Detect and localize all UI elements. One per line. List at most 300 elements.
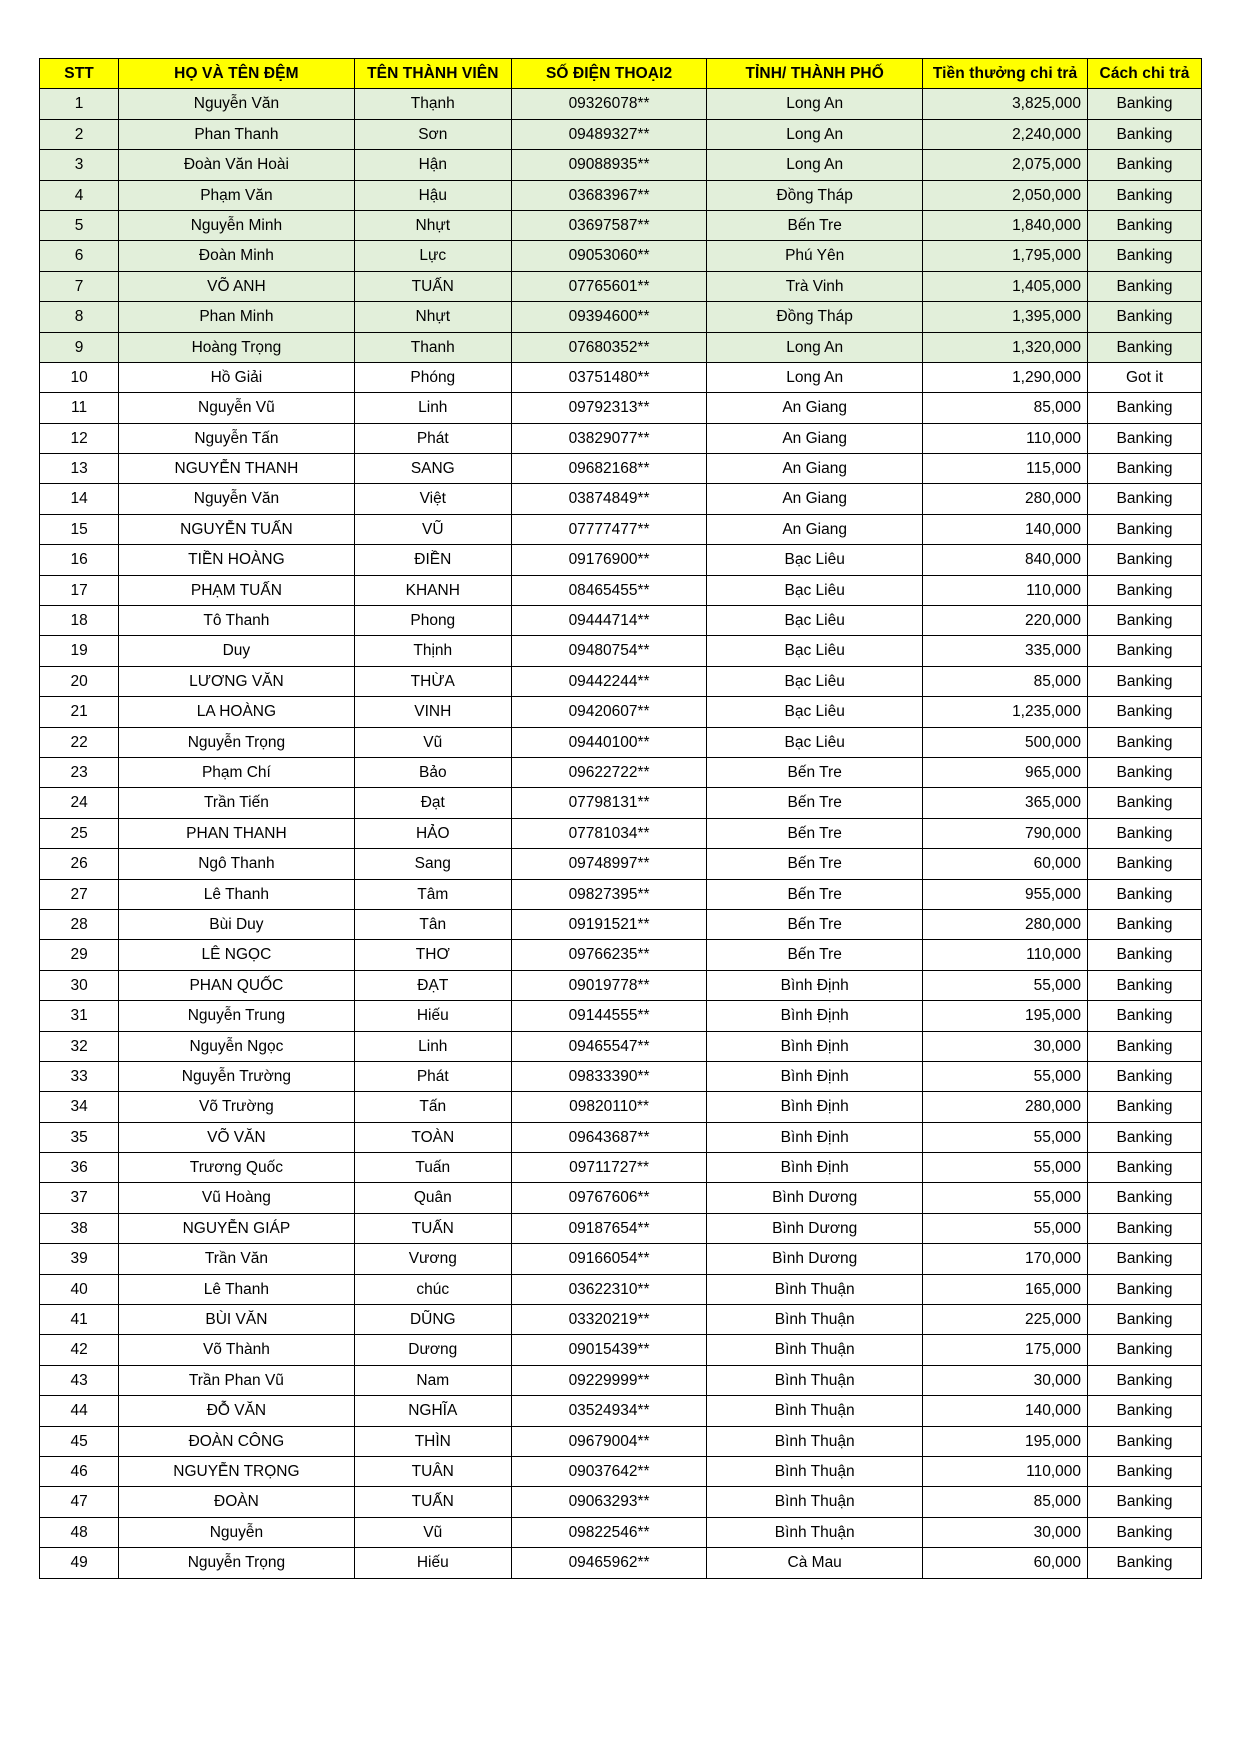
cell-tien-thuong: 165,000	[923, 1274, 1088, 1304]
cell-ho-va-ten-dem: Phan Thanh	[119, 119, 354, 149]
table-row	[40, 1031, 1202, 1061]
cell-cach-chi-tra: Banking	[1088, 1456, 1202, 1486]
table-row	[40, 575, 1202, 605]
cell-tinh-thanh-pho: Bến Tre	[707, 940, 923, 970]
cell-ten-thanh-vien: THỪA	[354, 666, 511, 696]
cell-ho-va-ten-dem: Trần Phan Vũ	[119, 1365, 354, 1395]
cell-so-dien-thoai: 09191521**	[511, 909, 706, 939]
cell-tien-thuong: 500,000	[923, 727, 1088, 757]
table-row	[40, 362, 1202, 392]
cell-ho-va-ten-dem: Đoàn Văn Hoài	[119, 150, 354, 180]
cell-so-dien-thoai: 07680352**	[511, 332, 706, 362]
cell-tien-thuong: 110,000	[923, 940, 1088, 970]
table-row	[40, 89, 1202, 119]
cell-ten-thanh-vien: KHANH	[354, 575, 511, 605]
table-row	[40, 940, 1202, 970]
cell-cach-chi-tra: Banking	[1088, 302, 1202, 332]
cell-tinh-thanh-pho: Bình Thuận	[707, 1426, 923, 1456]
cell-tien-thuong: 195,000	[923, 1001, 1088, 1031]
cell-cach-chi-tra: Banking	[1088, 423, 1202, 453]
cell-ho-va-ten-dem: LA HOÀNG	[119, 697, 354, 727]
cell-ho-va-ten-dem: Nguyễn Vũ	[119, 393, 354, 423]
cell-tien-thuong: 85,000	[923, 666, 1088, 696]
table-row	[40, 818, 1202, 848]
cell-stt: 41	[40, 1305, 119, 1335]
cell-cach-chi-tra: Banking	[1088, 1396, 1202, 1426]
cell-cach-chi-tra: Banking	[1088, 606, 1202, 636]
cell-tien-thuong: 140,000	[923, 514, 1088, 544]
cell-tien-thuong: 1,405,000	[923, 271, 1088, 301]
cell-ten-thanh-vien: Tâm	[354, 879, 511, 909]
cell-tinh-thanh-pho: Bạc Liêu	[707, 545, 923, 575]
cell-ho-va-ten-dem: Trần Tiến	[119, 788, 354, 818]
cell-so-dien-thoai: 09465962**	[511, 1548, 706, 1578]
cell-ten-thanh-vien: Dương	[354, 1335, 511, 1365]
table-row	[40, 1335, 1202, 1365]
cell-ho-va-ten-dem: Võ Thành	[119, 1335, 354, 1365]
cell-cach-chi-tra: Banking	[1088, 393, 1202, 423]
cell-ten-thanh-vien: TUÂN	[354, 1456, 511, 1486]
cell-tien-thuong: 115,000	[923, 454, 1088, 484]
cell-ho-va-ten-dem: Nguyễn Trường	[119, 1061, 354, 1091]
table-row	[40, 757, 1202, 787]
cell-so-dien-thoai: 09442244**	[511, 666, 706, 696]
cell-stt: 28	[40, 909, 119, 939]
cell-ten-thanh-vien: Bảo	[354, 757, 511, 787]
cell-ten-thanh-vien: Phát	[354, 423, 511, 453]
cell-tinh-thanh-pho: An Giang	[707, 454, 923, 484]
cell-cach-chi-tra: Banking	[1088, 727, 1202, 757]
cell-ho-va-ten-dem: Nguyễn Minh	[119, 210, 354, 240]
cell-tinh-thanh-pho: Đồng Tháp	[707, 180, 923, 210]
table-row	[40, 1487, 1202, 1517]
cell-so-dien-thoai: 03622310**	[511, 1274, 706, 1304]
cell-tien-thuong: 60,000	[923, 849, 1088, 879]
cell-tien-thuong: 2,050,000	[923, 180, 1088, 210]
cell-ho-va-ten-dem: Ngô Thanh	[119, 849, 354, 879]
cell-ho-va-ten-dem: NGUYỄN TUẤN	[119, 514, 354, 544]
cell-tien-thuong: 2,240,000	[923, 119, 1088, 149]
cell-tinh-thanh-pho: Bạc Liêu	[707, 606, 923, 636]
cell-tinh-thanh-pho: Bình Thuận	[707, 1305, 923, 1335]
cell-ten-thanh-vien: THÌN	[354, 1426, 511, 1456]
cell-stt: 17	[40, 575, 119, 605]
cell-stt: 2	[40, 119, 119, 149]
cell-ho-va-ten-dem: NGUYỄN TRỌNG	[119, 1456, 354, 1486]
cell-ho-va-ten-dem: Phạm Chí	[119, 757, 354, 787]
cell-tinh-thanh-pho: Bến Tre	[707, 757, 923, 787]
cell-stt: 21	[40, 697, 119, 727]
table-row	[40, 241, 1202, 271]
cell-ho-va-ten-dem: Phan Minh	[119, 302, 354, 332]
cell-stt: 42	[40, 1335, 119, 1365]
cell-so-dien-thoai: 03829077**	[511, 423, 706, 453]
table-row	[40, 666, 1202, 696]
cell-ho-va-ten-dem: PHẠM TUẤN	[119, 575, 354, 605]
cell-ten-thanh-vien: Hậu	[354, 180, 511, 210]
cell-tinh-thanh-pho: An Giang	[707, 484, 923, 514]
cell-stt: 34	[40, 1092, 119, 1122]
cell-stt: 16	[40, 545, 119, 575]
cell-stt: 12	[40, 423, 119, 453]
cell-tinh-thanh-pho: An Giang	[707, 423, 923, 453]
cell-cach-chi-tra: Banking	[1088, 757, 1202, 787]
cell-tinh-thanh-pho: Bình Dương	[707, 1183, 923, 1213]
cell-tien-thuong: 55,000	[923, 1153, 1088, 1183]
cell-cach-chi-tra: Banking	[1088, 1061, 1202, 1091]
table-row	[40, 1213, 1202, 1243]
cell-stt: 43	[40, 1365, 119, 1395]
cell-so-dien-thoai: 09480754**	[511, 636, 706, 666]
cell-ho-va-ten-dem: Nguyễn Tấn	[119, 423, 354, 453]
cell-stt: 37	[40, 1183, 119, 1213]
cell-tinh-thanh-pho: Bình Thuận	[707, 1365, 923, 1395]
cell-ten-thanh-vien: Phóng	[354, 362, 511, 392]
cell-stt: 33	[40, 1061, 119, 1091]
table-row	[40, 180, 1202, 210]
table-header	[40, 59, 1202, 89]
cell-cach-chi-tra: Banking	[1088, 940, 1202, 970]
cell-ho-va-ten-dem: Nguyễn Trung	[119, 1001, 354, 1031]
award-list-table	[39, 58, 1202, 1579]
column-header-tien-thuong: Tiền thưởng chi trả	[923, 59, 1088, 89]
column-header-cach-chi-tra: Cách chi trả	[1088, 59, 1202, 89]
table-row	[40, 514, 1202, 544]
cell-tinh-thanh-pho: Bình Thuận	[707, 1274, 923, 1304]
cell-tien-thuong: 225,000	[923, 1305, 1088, 1335]
cell-stt: 15	[40, 514, 119, 544]
cell-tinh-thanh-pho: Bình Định	[707, 1001, 923, 1031]
cell-stt: 32	[40, 1031, 119, 1061]
table-body	[40, 89, 1202, 1578]
cell-ho-va-ten-dem: LÊ NGỌC	[119, 940, 354, 970]
cell-cach-chi-tra: Banking	[1088, 818, 1202, 848]
cell-so-dien-thoai: 09063293**	[511, 1487, 706, 1517]
table-row	[40, 788, 1202, 818]
column-header-ten-thanh-vien: TÊN THÀNH VIÊN	[354, 59, 511, 89]
cell-cach-chi-tra: Banking	[1088, 879, 1202, 909]
cell-stt: 48	[40, 1517, 119, 1547]
cell-tien-thuong: 110,000	[923, 575, 1088, 605]
cell-tinh-thanh-pho: Trà Vinh	[707, 271, 923, 301]
cell-ho-va-ten-dem: PHAN QUỐC	[119, 970, 354, 1000]
cell-so-dien-thoai: 09019778**	[511, 970, 706, 1000]
table-row	[40, 1274, 1202, 1304]
cell-tien-thuong: 1,290,000	[923, 362, 1088, 392]
cell-cach-chi-tra: Banking	[1088, 636, 1202, 666]
cell-so-dien-thoai: 09682168**	[511, 454, 706, 484]
cell-stt: 3	[40, 150, 119, 180]
cell-stt: 26	[40, 849, 119, 879]
table-row	[40, 423, 1202, 453]
cell-cach-chi-tra: Banking	[1088, 1001, 1202, 1031]
cell-stt: 45	[40, 1426, 119, 1456]
cell-cach-chi-tra: Banking	[1088, 119, 1202, 149]
cell-stt: 7	[40, 271, 119, 301]
cell-ten-thanh-vien: Thạnh	[354, 89, 511, 119]
table-row	[40, 454, 1202, 484]
cell-ho-va-ten-dem: VÕ ANH	[119, 271, 354, 301]
cell-ho-va-ten-dem: LƯƠNG VĂN	[119, 666, 354, 696]
cell-ten-thanh-vien: Thịnh	[354, 636, 511, 666]
cell-ho-va-ten-dem: Nguyễn Văn	[119, 89, 354, 119]
cell-tinh-thanh-pho: Bạc Liêu	[707, 636, 923, 666]
cell-cach-chi-tra: Banking	[1088, 454, 1202, 484]
cell-ten-thanh-vien: Đạt	[354, 788, 511, 818]
table-row	[40, 150, 1202, 180]
cell-cach-chi-tra: Banking	[1088, 210, 1202, 240]
cell-so-dien-thoai: 09326078**	[511, 89, 706, 119]
cell-ten-thanh-vien: NGHĨA	[354, 1396, 511, 1426]
cell-ho-va-ten-dem: TIỀN HOÀNG	[119, 545, 354, 575]
cell-ten-thanh-vien: Vương	[354, 1244, 511, 1274]
table-row	[40, 1061, 1202, 1091]
column-header-stt: STT	[40, 59, 119, 89]
cell-ho-va-ten-dem: Hoàng Trọng	[119, 332, 354, 362]
table-row	[40, 271, 1202, 301]
cell-tien-thuong: 840,000	[923, 545, 1088, 575]
cell-ho-va-ten-dem: Duy	[119, 636, 354, 666]
cell-cach-chi-tra: Banking	[1088, 1335, 1202, 1365]
cell-tinh-thanh-pho: Bình Thuận	[707, 1487, 923, 1517]
cell-so-dien-thoai: 09643687**	[511, 1122, 706, 1152]
cell-tien-thuong: 1,235,000	[923, 697, 1088, 727]
table-row	[40, 210, 1202, 240]
cell-tinh-thanh-pho: Bình Định	[707, 1122, 923, 1152]
cell-tien-thuong: 1,840,000	[923, 210, 1088, 240]
cell-tinh-thanh-pho: An Giang	[707, 514, 923, 544]
cell-so-dien-thoai: 09822546**	[511, 1517, 706, 1547]
table-row	[40, 1517, 1202, 1547]
table-row	[40, 697, 1202, 727]
cell-so-dien-thoai: 07798131**	[511, 788, 706, 818]
cell-ho-va-ten-dem: Vũ Hoàng	[119, 1183, 354, 1213]
cell-ten-thanh-vien: ĐẠT	[354, 970, 511, 1000]
cell-cach-chi-tra: Banking	[1088, 1274, 1202, 1304]
cell-tien-thuong: 280,000	[923, 484, 1088, 514]
cell-so-dien-thoai: 09394600**	[511, 302, 706, 332]
cell-tien-thuong: 30,000	[923, 1365, 1088, 1395]
cell-tien-thuong: 365,000	[923, 788, 1088, 818]
cell-ten-thanh-vien: Thanh	[354, 332, 511, 362]
column-header-tinh-thanh-pho: TỈNH/ THÀNH PHỐ	[707, 59, 923, 89]
cell-so-dien-thoai: 09748997**	[511, 849, 706, 879]
cell-stt: 6	[40, 241, 119, 271]
cell-stt: 25	[40, 818, 119, 848]
cell-cach-chi-tra: Banking	[1088, 575, 1202, 605]
cell-so-dien-thoai: 09444714**	[511, 606, 706, 636]
cell-so-dien-thoai: 09144555**	[511, 1001, 706, 1031]
cell-stt: 13	[40, 454, 119, 484]
cell-stt: 39	[40, 1244, 119, 1274]
cell-stt: 11	[40, 393, 119, 423]
cell-tien-thuong: 30,000	[923, 1517, 1088, 1547]
cell-so-dien-thoai: 09037642**	[511, 1456, 706, 1486]
cell-tinh-thanh-pho: Cà Mau	[707, 1548, 923, 1578]
cell-ho-va-ten-dem: Trần Văn	[119, 1244, 354, 1274]
cell-ho-va-ten-dem: Võ Trường	[119, 1092, 354, 1122]
cell-cach-chi-tra: Banking	[1088, 1031, 1202, 1061]
table-header-row	[40, 59, 1202, 89]
cell-ten-thanh-vien: Tân	[354, 909, 511, 939]
cell-tien-thuong: 55,000	[923, 1061, 1088, 1091]
table-row	[40, 119, 1202, 149]
table-row	[40, 302, 1202, 332]
cell-ho-va-ten-dem: Bùi Duy	[119, 909, 354, 939]
cell-so-dien-thoai: 09622722**	[511, 757, 706, 787]
cell-so-dien-thoai: 09489327**	[511, 119, 706, 149]
cell-tinh-thanh-pho: Bình Thuận	[707, 1396, 923, 1426]
cell-ho-va-ten-dem: Tô Thanh	[119, 606, 354, 636]
cell-tien-thuong: 55,000	[923, 1183, 1088, 1213]
table-row	[40, 545, 1202, 575]
cell-ten-thanh-vien: Vũ	[354, 727, 511, 757]
table-row	[40, 332, 1202, 362]
cell-tinh-thanh-pho: Bến Tre	[707, 210, 923, 240]
cell-ho-va-ten-dem: Phạm Văn	[119, 180, 354, 210]
cell-cach-chi-tra: Banking	[1088, 849, 1202, 879]
cell-cach-chi-tra: Banking	[1088, 1548, 1202, 1578]
cell-ten-thanh-vien: TUẤN	[354, 1487, 511, 1517]
cell-tinh-thanh-pho: Bạc Liêu	[707, 727, 923, 757]
cell-so-dien-thoai: 03751480**	[511, 362, 706, 392]
cell-stt: 30	[40, 970, 119, 1000]
cell-tien-thuong: 335,000	[923, 636, 1088, 666]
cell-so-dien-thoai: 09440100**	[511, 727, 706, 757]
cell-tinh-thanh-pho: Bình Định	[707, 970, 923, 1000]
cell-tinh-thanh-pho: Bình Dương	[707, 1213, 923, 1243]
cell-tien-thuong: 280,000	[923, 1092, 1088, 1122]
cell-tien-thuong: 110,000	[923, 1456, 1088, 1486]
cell-tinh-thanh-pho: Bến Tre	[707, 879, 923, 909]
table-row	[40, 1153, 1202, 1183]
cell-stt: 24	[40, 788, 119, 818]
table-row	[40, 1305, 1202, 1335]
cell-so-dien-thoai: 03874849**	[511, 484, 706, 514]
cell-ho-va-ten-dem: Nguyễn Trọng	[119, 1548, 354, 1578]
cell-tinh-thanh-pho: Bến Tre	[707, 909, 923, 939]
cell-tien-thuong: 790,000	[923, 818, 1088, 848]
column-header-ho-va-ten-dem: HỌ VÀ TÊN ĐỆM	[119, 59, 354, 89]
table-row	[40, 1548, 1202, 1578]
table-row	[40, 484, 1202, 514]
cell-tien-thuong: 30,000	[923, 1031, 1088, 1061]
cell-tinh-thanh-pho: An Giang	[707, 393, 923, 423]
cell-tinh-thanh-pho: Bình Định	[707, 1061, 923, 1091]
cell-tinh-thanh-pho: Phú Yên	[707, 241, 923, 271]
cell-tien-thuong: 140,000	[923, 1396, 1088, 1426]
cell-tien-thuong: 965,000	[923, 757, 1088, 787]
cell-stt: 29	[40, 940, 119, 970]
cell-tien-thuong: 55,000	[923, 1213, 1088, 1243]
table-row	[40, 727, 1202, 757]
cell-tien-thuong: 220,000	[923, 606, 1088, 636]
cell-cach-chi-tra: Banking	[1088, 1153, 1202, 1183]
cell-tinh-thanh-pho: Bạc Liêu	[707, 575, 923, 605]
cell-stt: 27	[40, 879, 119, 909]
cell-so-dien-thoai: 09053060**	[511, 241, 706, 271]
cell-tinh-thanh-pho: Long An	[707, 332, 923, 362]
cell-stt: 40	[40, 1274, 119, 1304]
cell-ho-va-ten-dem: ĐOÀN	[119, 1487, 354, 1517]
cell-tinh-thanh-pho: Long An	[707, 89, 923, 119]
cell-tinh-thanh-pho: Bình Thuận	[707, 1517, 923, 1547]
cell-ten-thanh-vien: HẢO	[354, 818, 511, 848]
cell-tinh-thanh-pho: Bình Định	[707, 1092, 923, 1122]
cell-ho-va-ten-dem: Nguyễn Văn	[119, 484, 354, 514]
cell-ten-thanh-vien: TUẤN	[354, 1213, 511, 1243]
cell-so-dien-thoai: 09166054**	[511, 1244, 706, 1274]
cell-ten-thanh-vien: Sang	[354, 849, 511, 879]
cell-stt: 4	[40, 180, 119, 210]
cell-stt: 19	[40, 636, 119, 666]
cell-stt: 31	[40, 1001, 119, 1031]
table-row	[40, 393, 1202, 423]
cell-tinh-thanh-pho: Long An	[707, 119, 923, 149]
table-row	[40, 1001, 1202, 1031]
cell-ho-va-ten-dem: VÕ VĂN	[119, 1122, 354, 1152]
cell-ho-va-ten-dem: NGUYỄN GIÁP	[119, 1213, 354, 1243]
cell-stt: 35	[40, 1122, 119, 1152]
cell-cach-chi-tra: Banking	[1088, 1122, 1202, 1152]
cell-cach-chi-tra: Banking	[1088, 1426, 1202, 1456]
cell-stt: 49	[40, 1548, 119, 1578]
cell-so-dien-thoai: 07765601**	[511, 271, 706, 301]
cell-stt: 10	[40, 362, 119, 392]
table-row	[40, 636, 1202, 666]
cell-tien-thuong: 955,000	[923, 879, 1088, 909]
cell-tinh-thanh-pho: Bạc Liêu	[707, 697, 923, 727]
cell-cach-chi-tra: Banking	[1088, 545, 1202, 575]
cell-so-dien-thoai: 09766235**	[511, 940, 706, 970]
cell-ho-va-ten-dem: ĐOÀN CÔNG	[119, 1426, 354, 1456]
cell-stt: 47	[40, 1487, 119, 1517]
cell-cach-chi-tra: Banking	[1088, 1487, 1202, 1517]
cell-ten-thanh-vien: Hiếu	[354, 1548, 511, 1578]
table-row	[40, 1396, 1202, 1426]
cell-tien-thuong: 85,000	[923, 1487, 1088, 1517]
cell-cach-chi-tra: Banking	[1088, 1213, 1202, 1243]
cell-tinh-thanh-pho: Long An	[707, 150, 923, 180]
cell-ten-thanh-vien: TUẤN	[354, 271, 511, 301]
cell-so-dien-thoai: 09187654**	[511, 1213, 706, 1243]
table-row	[40, 1365, 1202, 1395]
cell-ho-va-ten-dem: Đoàn Minh	[119, 241, 354, 271]
cell-ten-thanh-vien: Tuấn	[354, 1153, 511, 1183]
cell-cach-chi-tra: Banking	[1088, 909, 1202, 939]
cell-cach-chi-tra: Banking	[1088, 1092, 1202, 1122]
cell-so-dien-thoai: 03524934**	[511, 1396, 706, 1426]
cell-tien-thuong: 170,000	[923, 1244, 1088, 1274]
cell-stt: 1	[40, 89, 119, 119]
column-header-so-dien-thoai: SỐ ĐIỆN THOẠI2	[511, 59, 706, 89]
cell-ten-thanh-vien: SANG	[354, 454, 511, 484]
cell-cach-chi-tra: Banking	[1088, 788, 1202, 818]
table-row	[40, 909, 1202, 939]
cell-ten-thanh-vien: Vũ	[354, 1517, 511, 1547]
cell-cach-chi-tra: Banking	[1088, 666, 1202, 696]
cell-so-dien-thoai: 08465455**	[511, 575, 706, 605]
cell-ten-thanh-vien: VŨ	[354, 514, 511, 544]
cell-stt: 5	[40, 210, 119, 240]
cell-so-dien-thoai: 09767606**	[511, 1183, 706, 1213]
cell-ho-va-ten-dem: Nguyễn	[119, 1517, 354, 1547]
cell-ho-va-ten-dem: Trương Quốc	[119, 1153, 354, 1183]
table-row	[40, 1244, 1202, 1274]
cell-cach-chi-tra: Banking	[1088, 150, 1202, 180]
cell-ten-thanh-vien: Lực	[354, 241, 511, 271]
table-row	[40, 1426, 1202, 1456]
